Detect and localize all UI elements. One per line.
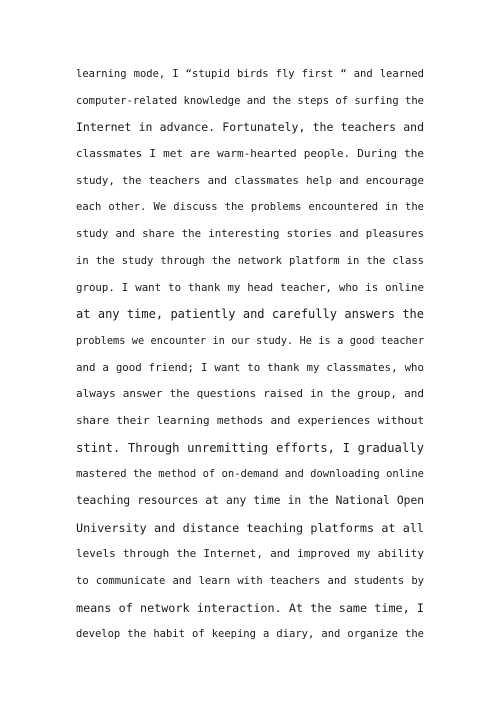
body-paragraph [76,61,424,648]
text-line: study and share the interesting stories and pleasures [76,227,424,241]
text-line: always answer the questions raised in the group, and [76,387,424,401]
text-line: Internet in advance. Fortunately, the teachers and [76,120,424,135]
text-line: levels through the Internet, and improved my ability [76,547,424,561]
text-line: problems we encounter in our study. He is a good teacher [76,334,424,347]
text-line: share their learning methods and experiences without [76,413,424,427]
text-line: at any time, patiently and carefully answers the [76,307,424,322]
text-line: and a good friend; I want to thank my classmates, who [76,360,424,374]
text-line: teaching resources at any time in the National Open [76,494,424,507]
text-line: study, the teachers and classmates help and encourage [76,173,424,187]
text-line: group. I want to thank my head teacher, who is online [76,280,424,294]
text-line: learning mode, I “stupid birds fly first “ and learned [76,68,424,80]
text-line: University and distance teaching platforms at all [76,520,424,535]
text-line: mastered the method of on-demand and downloading online [76,468,424,481]
text-line: develop the habit of keeping a diary, and organize the [76,628,424,641]
text-line: computer-related knowledge and the steps of surfing the [76,94,424,107]
text-line: each other. We discuss the problems encountered in the [76,201,424,214]
text-line: in the study through the network platform in the class [76,254,424,267]
text-line: to communicate and learn with teachers and students by [76,575,424,588]
text-line: classmates I met are warm-hearted people. During the [76,147,424,161]
text-line: means of network interaction. At the same time, I [76,600,424,615]
text-line: stint. Through unremitting efforts, I gradually [76,440,424,455]
